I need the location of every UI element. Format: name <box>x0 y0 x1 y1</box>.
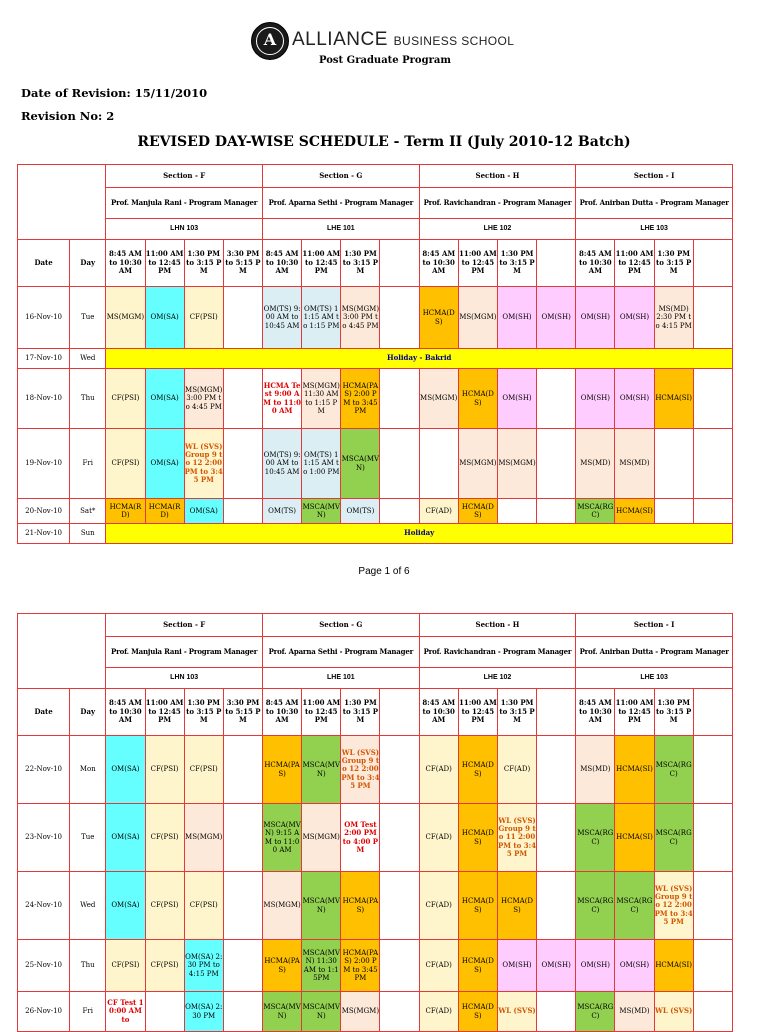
empty-cell <box>223 992 262 1032</box>
empty-cell <box>223 369 262 429</box>
date-header: Date <box>18 240 70 287</box>
empty-cell <box>380 736 419 804</box>
time-slot: 11:00 AM to 12:45 PM <box>458 689 497 736</box>
class-cell: CF(AD) <box>419 499 458 524</box>
class-cell: CF(AD) <box>419 736 458 804</box>
day-header: Day <box>70 689 106 736</box>
day-cell: Fri <box>70 992 106 1032</box>
class-cell: CF(PSI) <box>106 429 145 499</box>
class-cell: MSCA(RGC) <box>654 736 693 804</box>
empty-cell <box>537 872 576 940</box>
empty-cell <box>380 429 419 499</box>
class-cell: MS(MGM) 3:00 PM to 4:45 PM <box>341 287 380 349</box>
class-cell: HCMA(PAS) <box>263 736 302 804</box>
day-cell: Wed <box>70 872 106 940</box>
class-cell: HCMA(PAS) 2:00 PM to 3:45 PM <box>341 940 380 992</box>
class-cell: OM(TS) 11:15 AM to 1:00 PM <box>302 429 341 499</box>
empty-cell <box>380 872 419 940</box>
class-cell: OM(TS) <box>263 499 302 524</box>
class-cell: MSCA(RGC) <box>576 499 615 524</box>
empty-cell <box>654 429 693 499</box>
class-cell: HCMA(RD) <box>145 499 184 524</box>
class-cell: HCMA(PAS) 2:00 PM to 3:45 PM <box>341 369 380 429</box>
class-cell: OM(SH) <box>537 940 576 992</box>
class-cell: OM(TS) 9:00 AM to 10:45 AM <box>263 287 302 349</box>
class-cell: MSCA(RGC) <box>576 992 615 1032</box>
revision-number: Revision No: 2 <box>21 109 115 123</box>
class-cell: OM(TS) 11:15 AM to 1:15 PM <box>302 287 341 349</box>
date-header: Date <box>18 689 70 736</box>
time-slot: 1:30 PM to 3:15 PM <box>497 689 536 736</box>
date-cell: 18-Nov-10 <box>18 369 70 429</box>
class-cell: CF(PSI) <box>145 940 184 992</box>
brand-subtitle: BUSINESS SCHOOL <box>393 34 515 48</box>
program-name: Post Graduate Program <box>319 55 451 66</box>
class-cell: MSCA(MVN) 11:30 AM to 1:15PM <box>302 940 341 992</box>
class-cell: WL (SVS) Group 9 to 12 2:00 PM to 3:45 PM <box>654 872 693 940</box>
time-slot: 8:45 AM to 10:30 AM <box>263 240 302 287</box>
class-cell: CF(PSI) <box>145 736 184 804</box>
class-cell: HCMA(SI) <box>615 736 654 804</box>
time-slot: 8:45 AM to 10:30 AM <box>576 240 615 287</box>
empty-cell <box>693 992 732 1032</box>
class-cell: MS(MD) 2:30 PM to 4:15 PM <box>654 287 693 349</box>
class-cell: HCMA(DS) <box>458 992 497 1032</box>
class-cell: OM(TS) <box>341 499 380 524</box>
class-cell: HCMA(DS) <box>458 940 497 992</box>
empty-cell <box>223 804 262 872</box>
time-slot: 8:45 AM to 10:30 AM <box>106 240 145 287</box>
empty-cell <box>537 736 576 804</box>
class-cell: HCMA(RD) <box>106 499 145 524</box>
school-name <box>292 29 514 51</box>
section-header: Section - I <box>576 614 733 637</box>
class-cell: MSCA(MVN) <box>263 992 302 1032</box>
class-cell: CF(PSI) <box>106 940 145 992</box>
empty-cell <box>223 499 262 524</box>
empty-cell <box>380 804 419 872</box>
section-header: Section - I <box>576 165 733 188</box>
time-slot: 11:00 AM to 12:45 PM <box>302 240 341 287</box>
program-manager: Prof. Manjula Rani - Program Manager <box>106 188 263 219</box>
class-cell: MSCA(MVN) <box>302 499 341 524</box>
empty-cell <box>537 992 576 1032</box>
program-manager: Prof. Aparna Sethi - Program Manager <box>263 637 420 668</box>
room-number: LHE 102 <box>419 219 576 240</box>
class-cell: OM(SA) <box>145 369 184 429</box>
class-cell: WL (SVS) Group 9 to 11 2:00 PM to 3:45 PM <box>497 804 536 872</box>
schedule-row <box>18 287 733 349</box>
corner-cell <box>18 165 106 240</box>
schedule-row <box>18 872 733 940</box>
class-cell: OM(SH) <box>497 369 536 429</box>
class-cell: MS(MGM) <box>497 429 536 499</box>
class-cell: MSCA(RGC) <box>654 804 693 872</box>
class-cell: HCMA(SI) <box>654 369 693 429</box>
time-slot: 3:30 PM to 5:15 PM <box>223 689 262 736</box>
program-manager: Prof. Manjula Rani - Program Manager <box>106 637 263 668</box>
section-row <box>18 165 733 188</box>
schedule-table-1 <box>17 164 733 544</box>
time-slot <box>693 689 732 736</box>
class-cell: MSCA(MVN) <box>302 736 341 804</box>
time-slot <box>380 689 419 736</box>
class-cell: CF(AD) <box>497 736 536 804</box>
empty-cell <box>693 736 732 804</box>
holiday-cell: Holiday - Bakrid <box>106 349 733 369</box>
class-cell: MS(MGM) <box>106 287 145 349</box>
class-cell: CF(AD) <box>419 804 458 872</box>
program-manager: Prof. Anirban Dutta - Program Manager <box>576 637 733 668</box>
class-cell: WL (SVS) Group 9 to 12 2:00 PM to 3:45 PM <box>184 429 223 499</box>
empty-cell <box>693 872 732 940</box>
empty-cell <box>537 804 576 872</box>
section-row <box>18 614 733 637</box>
time-slot: 11:00 AM to 12:45 PM <box>145 240 184 287</box>
empty-cell <box>223 429 262 499</box>
class-cell: CF(AD) <box>419 940 458 992</box>
class-cell: OM(SH) <box>497 940 536 992</box>
class-cell: WL (SVS) <box>497 992 536 1032</box>
empty-cell <box>497 499 536 524</box>
schedule-row <box>18 804 733 872</box>
class-cell: CF(PSI) <box>184 287 223 349</box>
time-slot: 8:45 AM to 10:30 AM <box>106 689 145 736</box>
time-slot: 1:30 PM to 3:15 PM <box>341 240 380 287</box>
class-cell: OM(SH) <box>576 287 615 349</box>
empty-cell <box>693 804 732 872</box>
schedule-row <box>18 524 733 544</box>
time-slot: 8:45 AM to 10:30 AM <box>576 689 615 736</box>
class-cell: CF(AD) <box>419 992 458 1032</box>
day-cell: Thu <box>70 369 106 429</box>
class-cell: MS(MD) <box>615 429 654 499</box>
class-cell: OM(SH) <box>615 287 654 349</box>
class-cell: MS(MGM) <box>184 804 223 872</box>
date-cell: 26-Nov-10 <box>18 992 70 1032</box>
time-slot: 8:45 AM to 10:30 AM <box>419 689 458 736</box>
time-slot: 1:30 PM to 3:15 PM <box>654 689 693 736</box>
class-cell: MSCA(MVN) <box>341 429 380 499</box>
class-cell: MSCA(RGC) <box>615 872 654 940</box>
class-cell: MS(MGM) 11:30 AM to 1:15 PM <box>302 369 341 429</box>
class-cell: MSCA(RGC) <box>576 804 615 872</box>
empty-cell <box>223 872 262 940</box>
room-number: LHE 103 <box>576 668 733 689</box>
program-manager: Prof. Aparna Sethi - Program Manager <box>263 188 420 219</box>
time-slot: 11:00 AM to 12:45 PM <box>458 240 497 287</box>
day-cell: Tue <box>70 804 106 872</box>
class-cell: MS(MGM) <box>263 872 302 940</box>
class-cell: CF(PSI) <box>106 369 145 429</box>
time-slot: 1:30 PM to 3:15 PM <box>341 689 380 736</box>
class-cell: CF(PSI) <box>184 736 223 804</box>
class-cell: HCMA Test 9:00 AM to 11:00 AM <box>263 369 302 429</box>
room-number: LHE 101 <box>263 219 420 240</box>
empty-cell <box>693 499 732 524</box>
day-cell: Mon <box>70 736 106 804</box>
empty-cell <box>654 499 693 524</box>
empty-cell <box>693 429 732 499</box>
time-slot: 1:30 PM to 3:15 PM <box>654 240 693 287</box>
time-slot <box>693 240 732 287</box>
class-cell: MS(MGM) <box>341 992 380 1032</box>
class-cell: HCMA(PAS) <box>263 940 302 992</box>
class-cell: MS(MGM) <box>458 429 497 499</box>
time-slot: 1:30 PM to 3:15 PM <box>497 240 536 287</box>
class-cell: HCMA(PAS) <box>341 872 380 940</box>
logo-letter: A <box>263 30 277 49</box>
class-cell: HCMA(DS) <box>458 499 497 524</box>
empty-cell <box>537 369 576 429</box>
empty-cell <box>380 940 419 992</box>
time-row <box>18 240 733 287</box>
day-cell: Sun <box>70 524 106 544</box>
empty-cell <box>693 287 732 349</box>
program-manager: Prof. Ravichandran - Program Manager <box>419 637 576 668</box>
time-slot: 11:00 AM to 12:45 PM <box>145 689 184 736</box>
class-cell: CF Test 10:00 AM to <box>106 992 145 1032</box>
empty-cell <box>693 940 732 992</box>
class-cell: HCMA(DS) <box>419 287 458 349</box>
school-logo <box>251 22 289 60</box>
class-cell: CF(AD) <box>419 872 458 940</box>
schedule-row <box>18 429 733 499</box>
class-cell: MS(MD) <box>576 429 615 499</box>
class-cell: HCMA(DS) <box>458 872 497 940</box>
day-cell: Thu <box>70 940 106 992</box>
room-row <box>18 219 733 240</box>
time-slot <box>380 240 419 287</box>
time-slot: 1:30 PM to 3:15 PM <box>184 689 223 736</box>
empty-cell <box>223 940 262 992</box>
day-cell: Sat* <box>70 499 106 524</box>
class-cell: MS(MGM) 3:00 PM to 4:45 PM <box>184 369 223 429</box>
class-cell: HCMA(DS) <box>497 872 536 940</box>
class-cell: OM(SH) <box>576 940 615 992</box>
class-cell: CF(PSI) <box>145 872 184 940</box>
day-cell: Tue <box>70 287 106 349</box>
page-number: Page 1 of 6 <box>358 566 410 577</box>
class-cell: OM(SA) <box>106 736 145 804</box>
schedule-title: REVISED DAY-WISE SCHEDULE - Term II (July 2010-12 Batch) <box>137 134 631 150</box>
class-cell: OM(SH) <box>537 287 576 349</box>
date-cell: 20-Nov-10 <box>18 499 70 524</box>
schedule-row <box>18 349 733 369</box>
class-cell: MS(MD) <box>576 736 615 804</box>
room-row <box>18 668 733 689</box>
manager-row <box>18 637 733 668</box>
schedule-row <box>18 992 733 1032</box>
class-cell: OM(SA) <box>145 287 184 349</box>
class-cell: MSCA(RGC) <box>576 872 615 940</box>
section-header: Section - G <box>263 165 420 188</box>
section-header: Section - H <box>419 165 576 188</box>
class-cell: MS(MGM) <box>458 287 497 349</box>
class-cell: OM(TS) 9:00 AM to 10:45 AM <box>263 429 302 499</box>
section-header: Section - H <box>419 614 576 637</box>
schedule-row <box>18 940 733 992</box>
empty-cell <box>380 287 419 349</box>
class-cell: WL (SVS) <box>654 992 693 1032</box>
date-cell: 17-Nov-10 <box>18 349 70 369</box>
class-cell: OM(SA) <box>145 429 184 499</box>
class-cell: OM(SA) <box>184 499 223 524</box>
time-row <box>18 689 733 736</box>
section-header: Section - F <box>106 614 263 637</box>
room-number: LHN 103 <box>106 668 263 689</box>
room-number: LHE 102 <box>419 668 576 689</box>
time-slot: 3:30 PM to 5:15 PM <box>223 240 262 287</box>
schedule-table-2 <box>17 613 733 1032</box>
date-cell: 24-Nov-10 <box>18 872 70 940</box>
class-cell: HCMA(SI) <box>615 499 654 524</box>
class-cell: HCMA(DS) <box>458 804 497 872</box>
class-cell: MSCA(MVN) <box>302 992 341 1032</box>
empty-cell <box>380 369 419 429</box>
program-manager: Prof. Ravichandran - Program Manager <box>419 188 576 219</box>
class-cell: CF(PSI) <box>145 804 184 872</box>
class-cell: HCMA(DS) <box>458 736 497 804</box>
holiday-cell: Holiday <box>106 524 733 544</box>
class-cell: MS(MGM) <box>302 804 341 872</box>
day-cell: Wed <box>70 349 106 369</box>
empty-cell <box>693 369 732 429</box>
class-cell: OM(SH) <box>615 940 654 992</box>
date-cell: 22-Nov-10 <box>18 736 70 804</box>
empty-cell <box>223 736 262 804</box>
class-cell: OM(SH) <box>576 369 615 429</box>
date-cell: 21-Nov-10 <box>18 524 70 544</box>
class-cell: OM(SH) <box>497 287 536 349</box>
time-slot: 1:30 PM to 3:15 PM <box>184 240 223 287</box>
section-header: Section - F <box>106 165 263 188</box>
empty-cell <box>380 992 419 1032</box>
empty-cell <box>419 429 458 499</box>
date-cell: 23-Nov-10 <box>18 804 70 872</box>
time-slot: 11:00 AM to 12:45 PM <box>615 689 654 736</box>
day-header: Day <box>70 240 106 287</box>
class-cell: WL (SVS) Group 9 to 12 2:00 PM to 3:45 PM <box>341 736 380 804</box>
room-number: LHE 101 <box>263 668 420 689</box>
empty-cell <box>223 287 262 349</box>
room-number: LHN 103 <box>106 219 263 240</box>
class-cell: MS(MGM) <box>419 369 458 429</box>
class-cell: OM(SA) 2:30 PM <box>184 992 223 1032</box>
empty-cell <box>145 992 184 1032</box>
class-cell: HCMA(DS) <box>458 369 497 429</box>
class-cell: MS(MD) <box>615 992 654 1032</box>
time-slot: 8:45 AM to 10:30 AM <box>419 240 458 287</box>
class-cell: MSCA(MVN) 9:15 AM to 11:00 AM <box>263 804 302 872</box>
date-of-revision: Date of Revision: 15/11/2010 <box>21 86 208 100</box>
time-slot: 11:00 AM to 12:45 PM <box>302 689 341 736</box>
class-cell: HCMA(SI) <box>654 940 693 992</box>
date-cell: 19-Nov-10 <box>18 429 70 499</box>
class-cell: OM(SA) 2:30 PM to 4:15 PM <box>184 940 223 992</box>
date-cell: 16-Nov-10 <box>18 287 70 349</box>
class-cell: OM(SH) <box>615 369 654 429</box>
schedule-row <box>18 736 733 804</box>
manager-row <box>18 188 733 219</box>
empty-cell <box>537 499 576 524</box>
time-slot: 8:45 AM to 10:30 AM <box>263 689 302 736</box>
empty-cell <box>537 429 576 499</box>
schedule-row <box>18 369 733 429</box>
program-manager: Prof. Anirban Dutta - Program Manager <box>576 188 733 219</box>
class-cell: OM(SA) <box>106 872 145 940</box>
room-number: LHE 103 <box>576 219 733 240</box>
empty-cell <box>380 499 419 524</box>
corner-cell <box>18 614 106 689</box>
time-slot <box>537 689 576 736</box>
section-header: Section - G <box>263 614 420 637</box>
class-cell: MSCA(MVN) <box>302 872 341 940</box>
schedule-row <box>18 499 733 524</box>
day-cell: Fri <box>70 429 106 499</box>
class-cell: OM Test 2:00 PM to 4:00 PM <box>341 804 380 872</box>
class-cell: OM(SA) <box>106 804 145 872</box>
brand-name: ALLIANCE <box>292 29 388 50</box>
class-cell: HCMA(SI) <box>615 804 654 872</box>
date-cell: 25-Nov-10 <box>18 940 70 992</box>
class-cell: CF(PSI) <box>184 872 223 940</box>
time-slot: 11:00 AM to 12:45 PM <box>615 240 654 287</box>
time-slot <box>537 240 576 287</box>
